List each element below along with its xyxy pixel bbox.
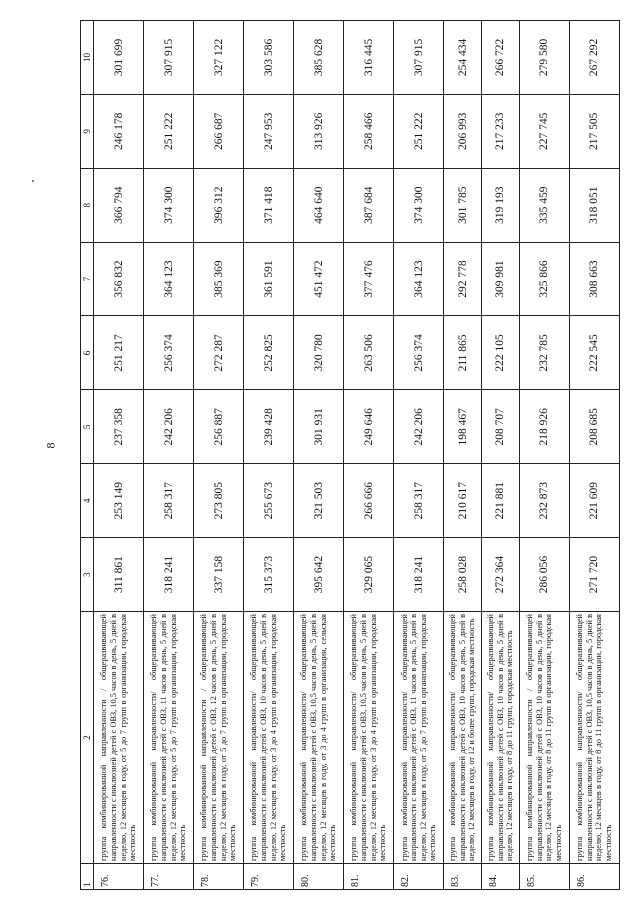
cell-value: 319 193 xyxy=(482,168,520,242)
page-number: 8 xyxy=(43,442,58,449)
cell-value: 271 720 xyxy=(569,538,619,612)
cell-value: 329 065 xyxy=(344,538,394,612)
cell-value: 337 158 xyxy=(194,538,244,612)
row-index: 79. xyxy=(244,864,294,890)
column-header: 6 xyxy=(81,316,94,390)
table-row xyxy=(244,21,294,890)
row-index: 76. xyxy=(94,864,144,890)
row-index: 82. xyxy=(394,864,444,890)
cell-value: 256 374 xyxy=(144,316,194,390)
column-header: 7 xyxy=(81,242,94,316)
cell-value: 321 503 xyxy=(294,464,344,538)
column-header: 9 xyxy=(81,94,94,168)
cell-value: 273 805 xyxy=(194,464,244,538)
cell-value: 301 785 xyxy=(444,168,482,242)
cell-value: 309 981 xyxy=(482,242,520,316)
cell-value: 254 434 xyxy=(444,21,482,95)
row-index: 83. xyxy=(444,864,482,890)
cell-value: 210 617 xyxy=(444,464,482,538)
cell-value: 366 794 xyxy=(94,168,144,242)
cell-value: 222 105 xyxy=(482,316,520,390)
row-description: группа комбинированной направленности/ общеразвивающей направленности с инклюзией детей с ОВЗ, 10,5 часов в день, 5 дней в неделю, 12 месяцев в году, от 3 до 4 групп в организации, сельская местность xyxy=(294,612,344,864)
cell-value: 232 785 xyxy=(519,316,569,390)
cell-value: 267 292 xyxy=(569,21,619,95)
cell-value: 222 545 xyxy=(569,316,619,390)
cell-value: 227 745 xyxy=(519,94,569,168)
cell-value: 286 056 xyxy=(519,538,569,612)
cell-value: 301 699 xyxy=(94,21,144,95)
cell-value: 247 953 xyxy=(244,94,294,168)
row-description: группа комбинированной направленности/ общеразвивающей направленности с инклюзией детей с ОВЗ, 10 часов в день, 5 дней в неделю, 12 месяцев в году, от 12 и более групп, городская местность xyxy=(444,612,482,864)
cell-value: 272 364 xyxy=(482,538,520,612)
cell-value: 451 472 xyxy=(294,242,344,316)
table-body xyxy=(94,21,620,890)
table-row xyxy=(94,21,144,890)
cell-value: 256 374 xyxy=(394,316,444,390)
column-header: 5 xyxy=(81,390,94,464)
cell-value: 374 300 xyxy=(394,168,444,242)
cell-value: 252 825 xyxy=(244,316,294,390)
table-row xyxy=(519,21,569,890)
row-description: группа комбинированной направленности / общеразвивающей направленности с инклюзией детей с ОВЗ, 12 часов в день, 5 дней в неделю, 12 месяцев в году, от 5 до 7 групп в организации, городская местность xyxy=(194,612,244,864)
column-header: 3 xyxy=(81,538,94,612)
cell-value: 311 861 xyxy=(94,538,144,612)
column-header: 10 xyxy=(81,21,94,95)
cell-value: 320 780 xyxy=(294,316,344,390)
table-row xyxy=(194,21,244,890)
cell-value: 361 591 xyxy=(244,242,294,316)
cell-value: 385 628 xyxy=(294,21,344,95)
row-description: группа комбинированной направленности/ общеразвивающей направленности с инклюзией детей с ОВЗ, 10,5 часов в день, 5 дней в неделю, 12 месяцев в году, от 3 до 4 групп в организации, городская местность xyxy=(344,612,394,864)
cell-value: 385 369 xyxy=(194,242,244,316)
cell-value: 266 722 xyxy=(482,21,520,95)
cell-value: 292 778 xyxy=(444,242,482,316)
cell-value: 251 222 xyxy=(144,94,194,168)
cell-value: 251 222 xyxy=(394,94,444,168)
cell-value: 266 687 xyxy=(194,94,244,168)
cell-value: 206 993 xyxy=(444,94,482,168)
row-index: 84. xyxy=(482,864,520,890)
row-description: группа комбинированной направленности / общеразвивающей направленности с инклюзией детей с ОВЗ, 10,5 часов в день, 5 дней в неделю, 12 месяцев в году, от 5 до 7 групп в организации, городская местность xyxy=(94,612,144,864)
row-index: 86. xyxy=(569,864,619,890)
cell-value: 279 580 xyxy=(519,21,569,95)
cell-value: 301 931 xyxy=(294,390,344,464)
cell-value: 232 873 xyxy=(519,464,569,538)
cell-value: 387 684 xyxy=(344,168,394,242)
cell-value: 307 915 xyxy=(144,21,194,95)
row-description: группа комбинированной направленности / общеразвивающей направленности с инклюзией детей с ОВЗ, 10 часов в день, 5 дней в неделю, 12 месяцев в году, от 8 до 11 групп в организации, городская местность xyxy=(519,612,569,864)
cell-value: 371 418 xyxy=(244,168,294,242)
row-description: группа комбинированной направленности/ общеразвивающей направленности с инклюзией детей с ОВЗ, 10 часов в день, 5 дней в неделю, 12 месяцев в году, от 3 до 4 групп в организации, городская местность xyxy=(244,612,294,864)
cell-value: 211 865 xyxy=(444,316,482,390)
header-row xyxy=(81,21,94,890)
cell-value: 325 866 xyxy=(519,242,569,316)
cell-value: 221 609 xyxy=(569,464,619,538)
cell-value: 303 586 xyxy=(244,21,294,95)
cell-value: 374 300 xyxy=(144,168,194,242)
cost-table xyxy=(80,20,620,890)
cell-value: 258 317 xyxy=(394,464,444,538)
cell-value: 242 206 xyxy=(144,390,194,464)
cell-value: 249 646 xyxy=(344,390,394,464)
column-header: 2 xyxy=(81,612,94,864)
row-index: 81. xyxy=(344,864,394,890)
cell-value: 251 217 xyxy=(94,316,144,390)
cell-value: 237 358 xyxy=(94,390,144,464)
cell-value: 266 666 xyxy=(344,464,394,538)
row-description: группа комбинированной направленности/ общеразвивающей направленности с инклюзией детей с ОВЗ, 11 часов в день, 5 дней в неделю, 12 месяцев в году, от 5 до 7 групп в организации, городская местность xyxy=(144,612,194,864)
cell-value: 253 149 xyxy=(94,464,144,538)
cell-value: 221 881 xyxy=(482,464,520,538)
row-index: 85. xyxy=(519,864,569,890)
cell-value: 239 428 xyxy=(244,390,294,464)
cell-value: 208 685 xyxy=(569,390,619,464)
cell-value: 395 642 xyxy=(294,538,344,612)
column-header: 1 xyxy=(81,864,94,890)
cell-value: 396 312 xyxy=(194,168,244,242)
scan-speck xyxy=(32,180,34,182)
cell-value: 258 028 xyxy=(444,538,482,612)
cell-value: 318 051 xyxy=(569,168,619,242)
row-description: группа комбинированной направленности/ общеразвивающей направленности с инклюзией детей с ОВЗ, 11 часов в день, 5 дней в неделю, 12 месяцев в году, от 5 до 7 групп в организации, городская местность xyxy=(394,612,444,864)
cell-value: 356 832 xyxy=(94,242,144,316)
cell-value: 307 915 xyxy=(394,21,444,95)
table-row xyxy=(394,21,444,890)
cell-value: 313 926 xyxy=(294,94,344,168)
cell-value: 318 241 xyxy=(394,538,444,612)
cell-value: 318 241 xyxy=(144,538,194,612)
row-description: группа комбинированной направленности/ общеразвивающей направленности с инклюзией детей с ОВЗ, 10,5 часов в день, 5 дней в неделю, 12 месяцев в году, от 8 до 11 групп в организации, городская местность xyxy=(569,612,619,864)
cell-value: 208 707 xyxy=(482,390,520,464)
rotated-table-container xyxy=(80,20,620,890)
cell-value: 263 506 xyxy=(344,316,394,390)
row-index: 77. xyxy=(144,864,194,890)
cell-value: 315 373 xyxy=(244,538,294,612)
cell-value: 258 317 xyxy=(144,464,194,538)
cell-value: 364 123 xyxy=(144,242,194,316)
column-header: 4 xyxy=(81,464,94,538)
cell-value: 335 459 xyxy=(519,168,569,242)
cell-value: 316 445 xyxy=(344,21,394,95)
row-index: 80. xyxy=(294,864,344,890)
cell-value: 256 887 xyxy=(194,390,244,464)
table-row xyxy=(344,21,394,890)
cell-value: 377 476 xyxy=(344,242,394,316)
row-index: 78. xyxy=(194,864,244,890)
table-row xyxy=(444,21,482,890)
cell-value: 242 206 xyxy=(394,390,444,464)
cell-value: 308 663 xyxy=(569,242,619,316)
cell-value: 327 122 xyxy=(194,21,244,95)
column-header: 8 xyxy=(81,168,94,242)
cell-value: 272 287 xyxy=(194,316,244,390)
cell-value: 464 640 xyxy=(294,168,344,242)
row-description: группа комбинированной направленности/ общеразвивающей направленности с инклюзией детей с ОВЗ, 10 часов в день, 5 дней в неделю, 12 месяцев в году, от 8 до 11 групп, городская местность xyxy=(482,612,520,864)
table-row xyxy=(144,21,194,890)
cell-value: 246 178 xyxy=(94,94,144,168)
cell-value: 218 926 xyxy=(519,390,569,464)
cell-value: 255 673 xyxy=(244,464,294,538)
cell-value: 217 233 xyxy=(482,94,520,168)
table-row xyxy=(294,21,344,890)
cell-value: 217 505 xyxy=(569,94,619,168)
table-row xyxy=(482,21,520,890)
cell-value: 258 466 xyxy=(344,94,394,168)
cell-value: 198 467 xyxy=(444,390,482,464)
cell-value: 364 123 xyxy=(394,242,444,316)
table-row xyxy=(569,21,619,890)
